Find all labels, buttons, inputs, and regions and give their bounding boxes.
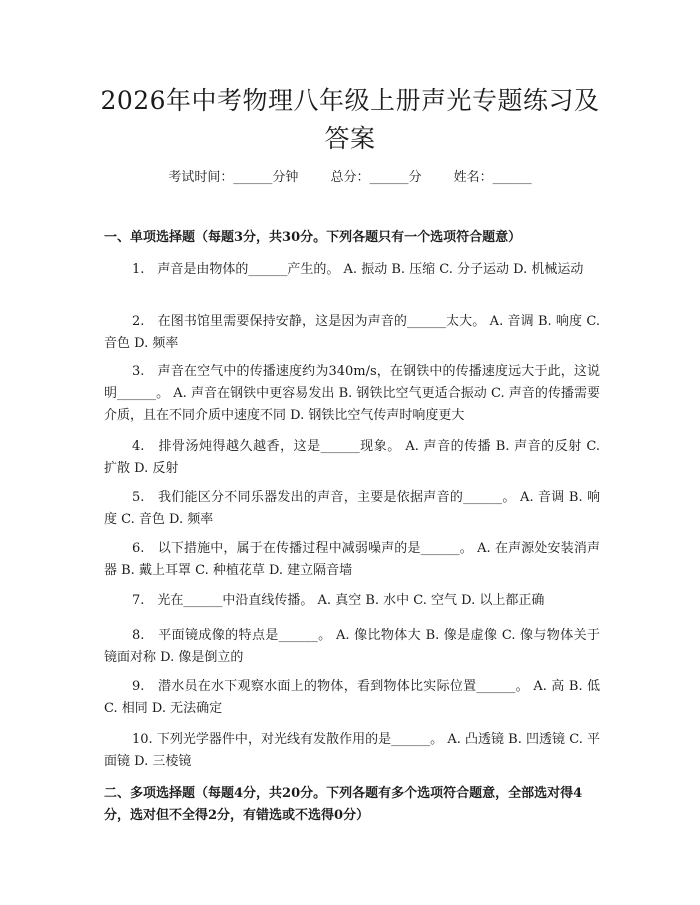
total-score-field: 总分：______分	[330, 170, 422, 185]
question-4: 4. 排骨汤炖得越久越香，这是______现象。 A. 声音的传播 B. 声音的反射 C. 扩散 D. 反射	[104, 439, 600, 476]
question-9: 9. 潜水员在水下观察水面上的物体，看到物体比实际位置______。 A. 高 B. 低 C. 相同 D. 无法确定	[104, 679, 600, 716]
question-2: 2. 在图书馆里需要保持安静，这是因为声音的______太大。 A. 音调 B. 响度 C. 音色 D. 频率	[104, 314, 600, 351]
question-5: 5. 我们能区分不同乐器发出的声音，主要是依据声音的______。 A. 音调 B. 响度 C. 音色 D. 频率	[104, 490, 600, 527]
question-10: 10. 下列光学器件中，对光线有发散作用的是______。 A. 凸透镜 B. 凹透镜 C. 平面镜 D. 三棱镜	[104, 732, 600, 769]
question-1: 1. 声音是由物体的______产生的。 A. 振动 B. 压缩 C. 分子运动 D. 机械运动	[132, 262, 584, 277]
question-8: 8. 平面镜成像的特点是______。 A. 像比物体大 B. 像是虚像 C. 像与物体关于镜面对称 D. 像是倒立的	[104, 628, 600, 665]
question-6: 6. 以下措施中，属于在传播过程中减弱噪声的是______。 A. 在声源处安装消声器 B. 戴上耳罩 C. 种植花草 D. 建立隔音墙	[104, 541, 600, 578]
exam-info	[0, 168, 700, 188]
exam-time-field: 考试时间：______分钟	[168, 170, 299, 185]
student-name-field: 姓名：______	[453, 170, 532, 185]
section-heading-multiple-choice: 二、多项选择题（每题4分，共20分。下列各题有多个选项符合题意，全部选对得4分，选对但不全得2分，有错选或不选得0分）	[104, 786, 583, 823]
question-7: 7. 光在______中沿直线传播。 A. 真空 B. 水中 C. 空气 D. 以上都正确	[132, 593, 545, 608]
section-heading-single-choice: 一、单项选择题（每题3分，共30分。下列各题只有一个选项符合题意）	[104, 230, 522, 245]
page-title: 2026年中考物理八年级上册声光专题练习及答案	[100, 86, 600, 153]
question-3: 3. 声音在空气中的传播速度约为340m/s，在钢铁中的传播速度远大于此，这说明______。 A. 声音在钢铁中更容易发出 B. 钢铁比空气更适合振动 C. 声音的传播需要介质，且在不同介质中速度不同 D. 钢铁比空气传声时响度更大	[104, 364, 600, 423]
